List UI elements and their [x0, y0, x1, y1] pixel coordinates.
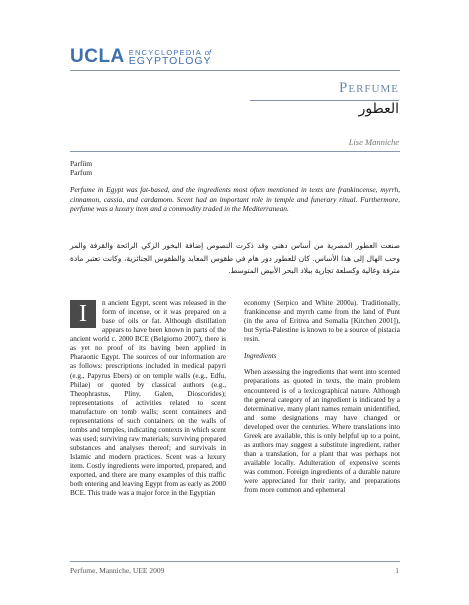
abstract-english: Perfume in Egypt was fat-based, and the ingredients most often mentioned in texts are frankincense, myrrh, cinnamon, cassia, and cardamom. Scent had an important role in temple and funerary ritual. Furthermore, perfume was a luxury item and a commodity traded in the Mediterranean.: [70, 185, 400, 214]
logo-ucla-text: UCLA: [70, 46, 125, 67]
body-column-right: [244, 299, 400, 495]
drop-cap: I: [70, 300, 96, 328]
alt-title-german: Parfüm: [70, 159, 93, 168]
abstract-arabic: صنعت العطور المصرية من أساس دهني وقد ذكرت النصوص إضافة البخور الزكي الرائحة والقرفة والمر وحب الهال إلى هذا الأساس. كان للعطور دور هام في طقوس المعابد والطقوس الجنائزية، وكانت تعتبر مادة مترفة وغالية وكسلعة تجارية ببلاد البحر الأبيض المتوسط.: [70, 241, 400, 275]
logo-of-text: of: [204, 48, 212, 57]
author-name: Lise Manniche: [348, 137, 399, 147]
footer-citation: Perfume, Manniche, UEE 2009: [70, 566, 165, 575]
body-paragraph: economy (Serpico and White 2000a). Traditionally, frankincense and myrrh came from the land of Punt (in the area of Eritrea and Somalia [Kitchen 2001]), but Syria-Palestine is known to be a source of pistacia resin.: [244, 299, 400, 344]
logo-wordmark: [129, 48, 212, 66]
logo-encyclopedia-text: ENCYCLOPEDIA: [128, 48, 202, 57]
body-paragraph: n ancient Egypt, scent was released in the form of incense, or it was prepared on a base of oils or fat. Although distillation appears to have been known in parts of the ancient world c. 2000 BCE (Belgiorno 2007), there is as yet no proof of its having been applied in Pharaonic Egypt. The sources of our information are as follows: prescriptions included in medical papyri (e.g., Papyrus Ebers) or on temple walls (e.g., Edfu, Philae) or quoted by classical authors (e.g., Theophrastus, Pliny, Galen, Dioscorides); representations of activities related to scent manufacture on tomb walls; scent containers and representations of such containers on the walls of tombs and temples, indicating contexts in which scent was used; surviving raw materials; surviving prepared substances and analyses thereof; and survivals in Islamic and modern practices. Scent was a luxury item. Costly ingredients were imported, prepared, and exported, and there are many examples of this traffic both entering and leaving Egypt from as early as 2000 BCE. This trade was a major force in the Egyptian: [70, 299, 226, 498]
page-title-arabic: العطور: [358, 101, 399, 117]
page-title: Perfume: [339, 80, 399, 96]
uee-logo[interactable]: [70, 46, 212, 66]
logo-egyptology-text: EGYPTOLOGY: [128, 55, 212, 67]
alt-title-french: Parfum: [70, 168, 93, 177]
section-heading-ingredients: Ingredients: [244, 352, 277, 361]
body-column-left: [70, 299, 226, 498]
author-rule: [70, 151, 400, 152]
footer-rule: [70, 561, 400, 562]
page-number: 1: [395, 566, 399, 575]
header-rule: [70, 70, 400, 71]
body-paragraph: When assessing the ingredients that went into scented preparations as quoted in texts, the main problem encountered is of a lexicographical nature. Although the general category of an ingredient is indicated by a determinative, many plant names remain unidentified, and some designations may have changed or developed over the centuries. Where translations into Greek are available, this is only helpful up to a point, as authors may suggest a substitute ingredient, rather than a translation, for a plant that was perhaps not available locally. Adulteration of expensive scents was common. Foreign ingredients of a durable nature were appreciated for their rarity, and preparations from more common and ephemeral: [244, 368, 400, 495]
